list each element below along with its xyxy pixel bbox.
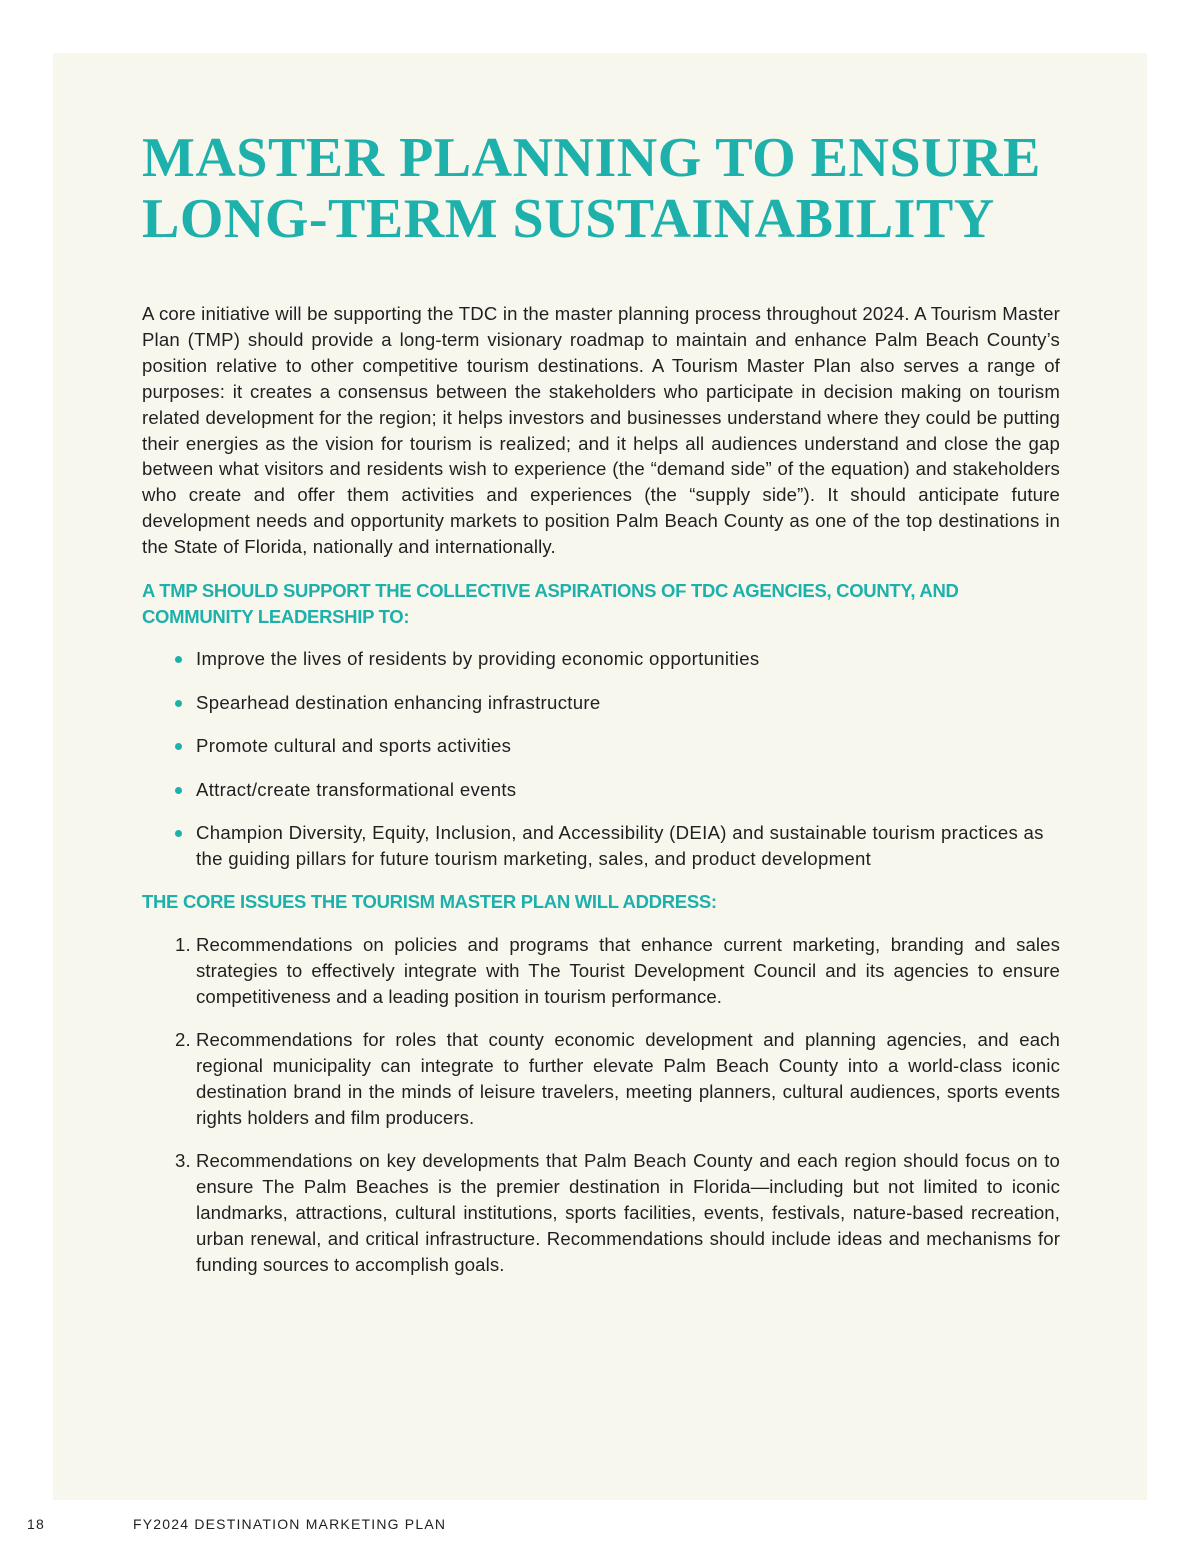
- list-item: [196, 733, 1060, 759]
- list-item-text: Spearhead destination enhancing infrastructure: [196, 691, 601, 713]
- list-item: [196, 690, 1060, 716]
- list-item: [196, 820, 1060, 872]
- bullet-icon: [175, 830, 182, 837]
- list-item-number: 3.: [175, 1150, 191, 1172]
- page-footer: [0, 1516, 1200, 1536]
- bullet-icon: [175, 743, 182, 750]
- list-item-text: Recommendations on policies and programs that enhance current marketing, branding and sales strategies to effectively integrate with The Tourist Development Council and its agencies to ensure competitiveness and a leading position in tourism performance.: [196, 934, 1060, 1007]
- page-title: [142, 128, 1060, 250]
- page-number: 18: [27, 1516, 45, 1532]
- aspirations-heading: A TMP SHOULD SUPPORT THE COLLECTIVE ASPIRATIONS OF TDC AGENCIES, COUNTY, AND COMMUNITY LEADERSHIP TO:: [142, 580, 959, 628]
- list-item-text: Attract/create transformational events: [196, 778, 517, 800]
- list-item: [175, 1027, 1060, 1131]
- list-item-text: Recommendations for roles that county economic development and planning agencies, and each regional municipality can integrate to further elevate Palm Beach County into a world-class iconic destination brand in the minds of leisure travelers, meeting planners, cultural audiences, sports events rights holders and film producers.: [196, 1029, 1060, 1128]
- list-item-text: Improve the lives of residents by providing economic opportunities: [196, 648, 760, 670]
- intro-paragraph: A core initiative will be supporting the TDC in the master planning process throughout 2024. A Tourism Master Plan (TMP) should provide a long-term visionary roadmap to maintain and enhance Palm Beach County’s position relative to other competitive tourism destinations. A Tourism Master Plan also serves a range of purposes: it creates a consensus between the stakeholders who participate in decision making on tourism related development for the region; it helps investors and businesses understand where they could be putting their energies as the vision for tourism is realized; and it helps all audiences understand and close the gap between what visitors and residents wish to experience (the “demand side” of the equation) and stakeholders who create and offer them activities and experiences (the “supply side”). It should anticipate future development needs and opportunity markets to position Palm Beach County as one of the top destinations in the State of Florida, nationally and internationally.: [142, 303, 1060, 558]
- core-issues-list: [142, 932, 1060, 1278]
- aspirations-list: [142, 646, 1060, 872]
- list-item-number: 2.: [175, 1029, 191, 1051]
- page-title-line-2: LONG-TERM SUSTAINABILITY: [142, 188, 995, 250]
- list-item: [196, 646, 1060, 672]
- list-item-number: 1.: [175, 934, 191, 956]
- list-item-text: Promote cultural and sports activities: [196, 735, 512, 757]
- bullet-icon: [175, 656, 182, 663]
- page-title-line-1: MASTER PLANNING TO ENSURE: [142, 127, 1041, 189]
- document-title: FY2024 DESTINATION MARKETING PLAN: [133, 1516, 447, 1532]
- list-item: [175, 932, 1060, 1010]
- list-item: [196, 777, 1060, 803]
- list-item: [175, 1148, 1060, 1278]
- page-content: [142, 128, 1060, 1295]
- list-item-text: Champion Diversity, Equity, Inclusion, and Accessibility (DEIA) and sustainable tourism practices as the guiding pillars for future tourism marketing, sales, and product development: [196, 822, 1044, 870]
- bullet-icon: [175, 700, 182, 707]
- list-item-text: Recommendations on key developments that Palm Beach County and each region should focus on to ensure The Palm Beaches is the premier destination in Florida—including but not limited to iconic landmarks, attractions, cultural institutions, sports facilities, events, festivals, nature-based recreation, urban renewal, and critical infrastructure. Recommendations should include ideas and mechanisms for funding sources to accomplish goals.: [196, 1150, 1060, 1276]
- core-issues-heading: THE CORE ISSUES THE TOURISM MASTER PLAN WILL ADDRESS:: [142, 891, 717, 913]
- bullet-icon: [175, 787, 182, 794]
